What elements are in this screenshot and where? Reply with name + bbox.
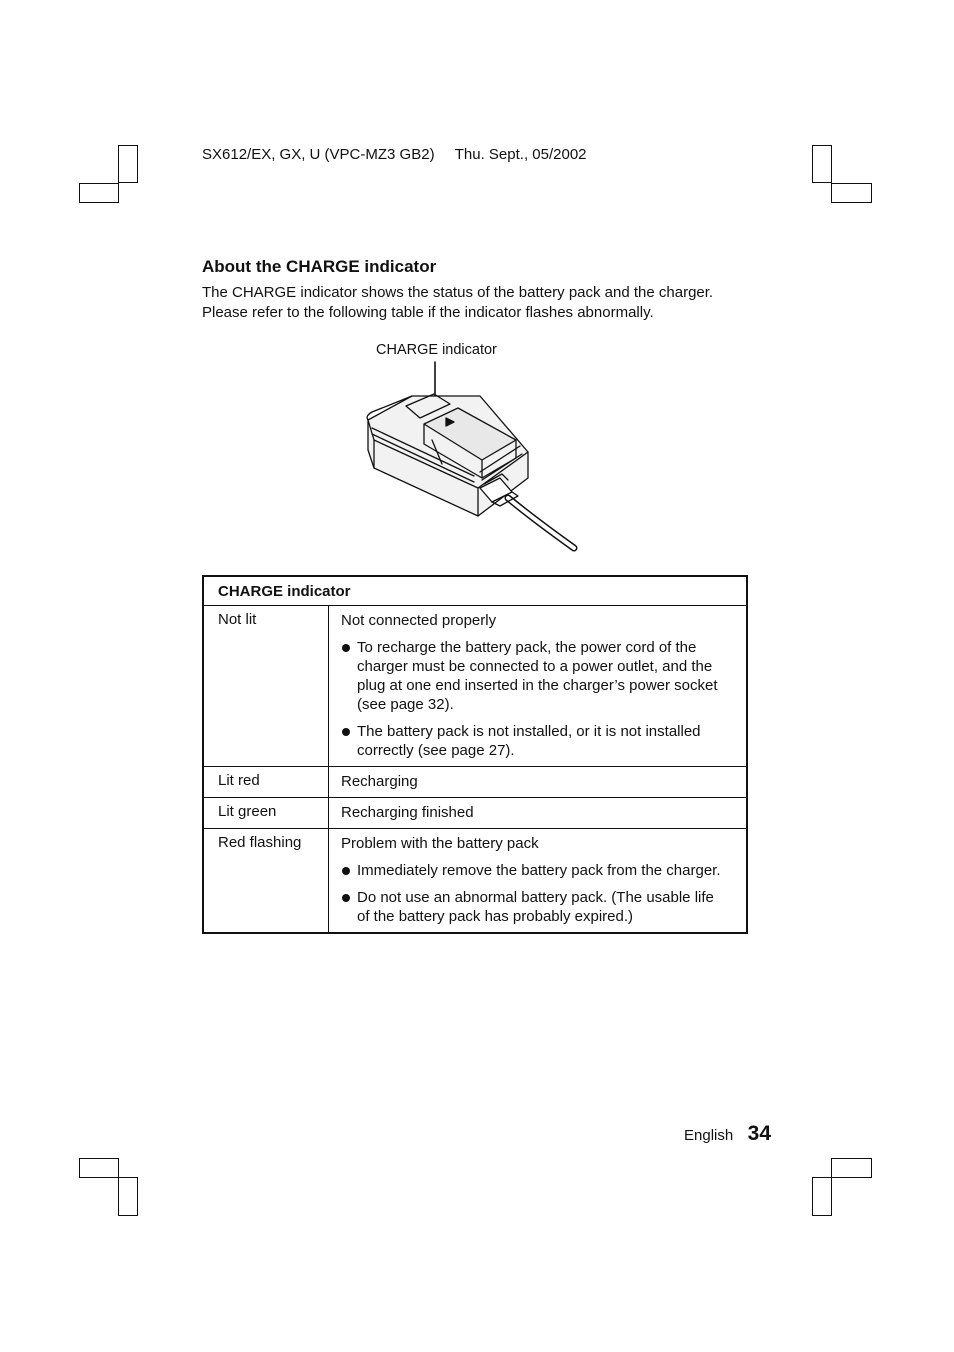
- table-row: [203, 606, 747, 767]
- bullet-list: [341, 638, 732, 760]
- print-header: [202, 146, 587, 163]
- section-title: About the CHARGE indicator: [202, 257, 437, 276]
- crop-mark-top-left-horizontal: [79, 183, 119, 203]
- header-date: Thu. Sept., 05/2002: [454, 146, 587, 163]
- page-number: 34: [747, 1122, 772, 1145]
- bullet-list: [341, 861, 732, 926]
- page-footer: [684, 1122, 771, 1146]
- crop-mark-bottom-left-vertical: [118, 1177, 138, 1216]
- bullet-item: Do not use an abnormal battery pack. (The usable life of the battery pack has probably expired.): [341, 888, 732, 926]
- crop-mark-bottom-right-horizontal: [831, 1158, 872, 1178]
- crop-mark-top-right-vertical: [812, 145, 832, 183]
- description-title: Recharging finished: [341, 804, 474, 821]
- crop-mark-bottom-left-horizontal: [79, 1158, 119, 1178]
- crop-mark-bottom-right-vertical: [812, 1177, 832, 1216]
- intro-paragraph: [202, 283, 762, 322]
- table-row: [203, 829, 747, 934]
- charge-indicator-table: [202, 575, 748, 934]
- table-header-row: [203, 576, 747, 606]
- crop-mark-top-left-vertical: [118, 145, 138, 183]
- intro-line: The CHARGE indicator shows the status of the battery pack and the charger.: [202, 284, 714, 301]
- description-cell: [329, 829, 748, 934]
- table-header: CHARGE indicator: [203, 576, 747, 606]
- bullet-item: Immediately remove the battery pack from the charger.: [341, 861, 732, 880]
- bullet-item: To recharge the battery pack, the power cord of the charger must be connected to a power outlet, and the plug at one end inserted in the charger’s power socket (see page 32).: [341, 638, 732, 714]
- state-cell: Lit green: [203, 798, 329, 829]
- state-cell: Red flashing: [203, 829, 329, 934]
- footer-language: English: [684, 1127, 734, 1144]
- state-cell: Not lit: [203, 606, 329, 767]
- table-row: [203, 767, 747, 798]
- description-cell: [329, 606, 748, 767]
- description-title: Problem with the battery pack: [341, 835, 539, 852]
- header-model: SX612/EX, GX, U (VPC-MZ3 GB2): [202, 146, 435, 163]
- description-title: Not connected properly: [341, 612, 497, 629]
- table-row: [203, 798, 747, 829]
- description-title: Recharging: [341, 773, 418, 790]
- bullet-item: The battery pack is not installed, or it is not installed correctly (see page 27).: [341, 722, 732, 760]
- description-cell: [329, 767, 748, 798]
- intro-line: Please refer to the following table if the indicator flashes abnormally.: [202, 303, 654, 321]
- crop-mark-top-right-horizontal: [831, 183, 872, 203]
- charger-illustration: [350, 360, 590, 556]
- description-cell: [329, 798, 748, 829]
- figure-label: CHARGE indicator: [376, 342, 497, 358]
- state-cell: Lit red: [203, 767, 329, 798]
